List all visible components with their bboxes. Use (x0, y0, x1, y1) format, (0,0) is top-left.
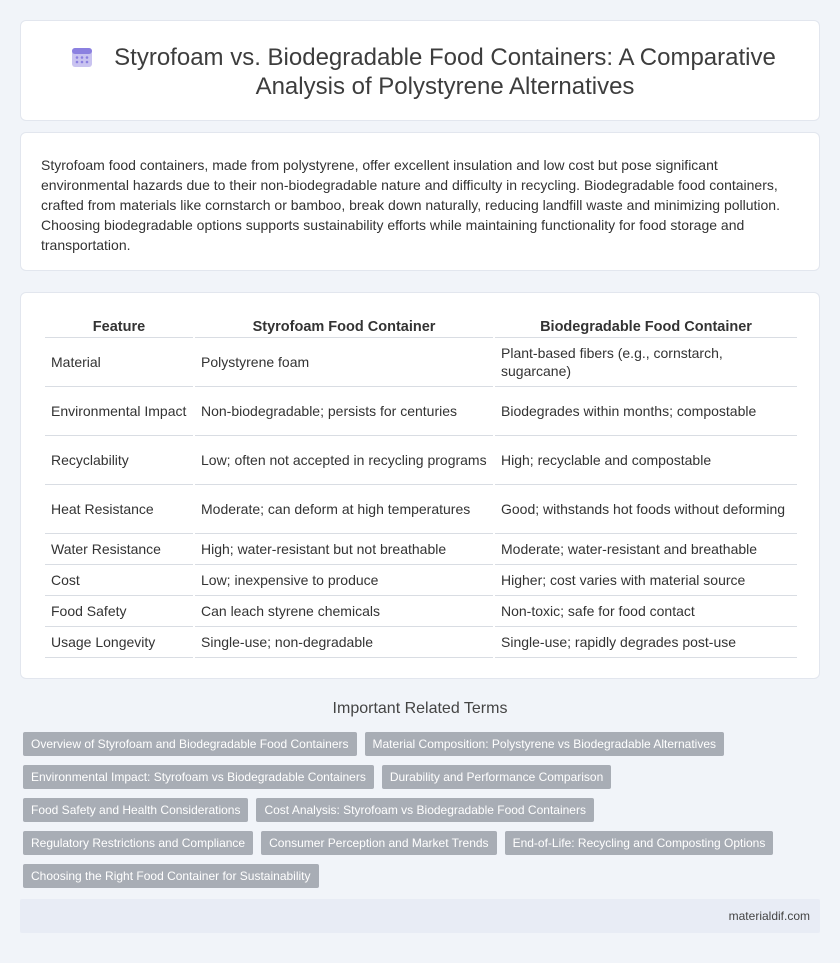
column-header-styrofoam: Styrofoam Food Container (195, 315, 493, 338)
footer-site-link[interactable]: materialdif.com (728, 909, 810, 923)
related-term-link[interactable]: Environmental Impact: Styrofoam vs Biodegradable Containers (23, 765, 374, 789)
related-term-link[interactable]: Food Safety and Health Considerations (23, 798, 248, 822)
table-row (45, 596, 797, 627)
table-cell: Food Safety (45, 596, 193, 627)
table-cell: Usage Longevity (45, 627, 193, 658)
table-cell: Good; withstands hot foods without deforming (495, 485, 797, 534)
table-cell: Low; inexpensive to produce (195, 565, 493, 596)
related-term-link[interactable]: Consumer Perception and Market Trends (261, 831, 496, 855)
table-cell: Moderate; can deform at high temperatures (195, 485, 493, 534)
table-row (45, 565, 797, 596)
table-cell: Low; often not accepted in recycling programs (195, 436, 493, 485)
intro-card (20, 132, 820, 271)
table-cell: Recyclability (45, 436, 193, 485)
table-cell: Non-toxic; safe for food contact (495, 596, 797, 627)
related-term-link[interactable]: Regulatory Restrictions and Compliance (23, 831, 253, 855)
table-row (45, 534, 797, 565)
table-row (45, 338, 797, 387)
related-term-link[interactable]: Cost Analysis: Styrofoam vs Biodegradable Food Containers (256, 798, 594, 822)
comparison-table-card (20, 292, 820, 679)
table-cell: Cost (45, 565, 193, 596)
table-cell: Moderate; water-resistant and breathable (495, 534, 797, 565)
intro-paragraph: Styrofoam food containers, made from polystyrene, offer excellent insulation and low cost but pose significant environmental hazards due to their non-biodegradable nature and difficulty in recycling. Biodegradable food containers, crafted from materials like cornstarch or bamboo, break down naturally, reducing landfill waste and minimizing pollution. Choosing biodegradable options supports sustainability efforts while maintaining functionality for food storage and transportation. (41, 157, 780, 253)
column-header-biodegradable: Biodegradable Food Container (495, 315, 797, 338)
table-cell: Non-biodegradable; persists for centuries (195, 387, 493, 436)
table-cell: Biodegrades within months; compostable (495, 387, 797, 436)
related-term-link[interactable]: Durability and Performance Comparison (382, 765, 611, 789)
table-row (45, 627, 797, 658)
table-cell: Material (45, 338, 193, 387)
related-terms-title: Important Related Terms (332, 700, 508, 717)
table-row (45, 436, 797, 485)
table-cell: Polystyrene foam (195, 338, 493, 387)
table-cell: High; recyclable and compostable (495, 436, 797, 485)
related-term-link[interactable]: End-of-Life: Recycling and Composting Options (505, 831, 774, 855)
column-header-feature: Feature (45, 315, 193, 338)
table-cell: High; water-resistant but not breathable (195, 534, 493, 565)
table-cell: Single-use; non-degradable (195, 627, 493, 658)
table-cell: Higher; cost varies with material source (495, 565, 797, 596)
related-term-link[interactable]: Overview of Styrofoam and Biodegradable Food Containers (23, 732, 357, 756)
related-term-link[interactable]: Choosing the Right Food Container for Sustainability (23, 864, 319, 888)
comparison-table (43, 315, 799, 658)
header-card (20, 20, 820, 121)
table-cell: Heat Resistance (45, 485, 193, 534)
table-cell: Environmental Impact (45, 387, 193, 436)
table-cell: Single-use; rapidly degrades post-use (495, 627, 797, 658)
table-header-row (45, 315, 797, 338)
table-cell: Plant-based fibers (e.g., cornstarch, sugarcane) (495, 338, 797, 387)
table-row (45, 387, 797, 436)
related-term-link[interactable]: Material Composition: Polystyrene vs Biodegradable Alternatives (365, 732, 725, 756)
page-title: Styrofoam vs. Biodegradable Food Containers: A Comparative Analysis of Polystyrene Alternatives (114, 44, 776, 100)
table-cell: Water Resistance (45, 534, 193, 565)
table-row (45, 485, 797, 534)
footer (20, 899, 820, 933)
related-terms-list (22, 731, 802, 896)
table-cell: Can leach styrene chemicals (195, 596, 493, 627)
